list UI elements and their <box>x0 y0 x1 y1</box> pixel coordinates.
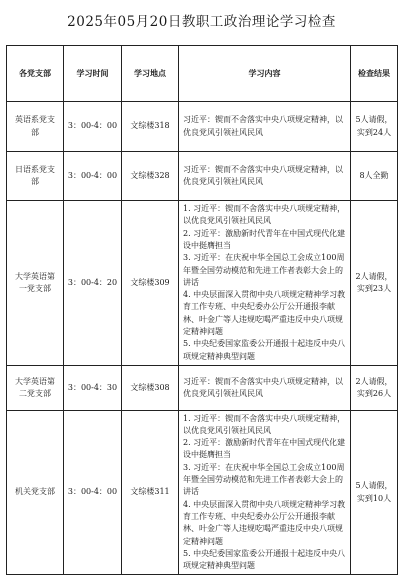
branch-cell: 机关党支部 <box>7 411 64 575</box>
header-place: 学习地点 <box>122 46 179 102</box>
table-row <box>7 411 398 575</box>
content-item: 2. 习近平：激励新时代青年在中国式现代化建设中挺膺担当 <box>183 438 346 460</box>
content-item: 5. 中央纪委国家监委公开通报十起违反中央八项规定精神典型问题 <box>183 339 346 361</box>
time-cell: 3：00-4：00 <box>64 411 122 575</box>
time-cell: 3：00-4：00 <box>64 102 122 152</box>
result-cell: 2人请假，实到23人 <box>351 201 398 366</box>
table-header-row <box>7 46 398 102</box>
header-content: 学习内容 <box>179 46 351 102</box>
content-cell <box>179 366 351 411</box>
table-row <box>7 102 398 152</box>
content-cell <box>179 201 351 366</box>
header-branch: 各党支部 <box>7 46 64 102</box>
content-cell <box>179 411 351 575</box>
branch-cell: 大学英语第一党支部 <box>7 201 64 366</box>
table-row <box>7 152 398 201</box>
content-item: 4. 中央层面深入贯彻中央八项规定精神学习教育工作专班、中央纪委办公厅公开通报李献林、叶金广等人违规吃喝严重违反中央八项规定精神问题 <box>183 499 346 546</box>
header-result: 检查结果 <box>351 46 398 102</box>
branch-cell: 日语系党支部 <box>7 152 64 201</box>
time-cell: 3：00-4：30 <box>64 366 122 411</box>
content-item: 3. 习近平：在庆祝中华全国总工会成立100周年暨全国劳动模范和先进工作者表彰大会上的讲话 <box>183 462 345 497</box>
content-item: 4. 中央层面深入贯彻中央八项规定精神学习教育工作专班、中央纪委办公厅公开通报李献林、叶金广等人违规吃喝严重违反中央八项规定精神问题 <box>183 290 346 337</box>
result-cell: 5人请假，实到24人 <box>351 102 398 152</box>
page-title: 2025年05月20日教职工政治理论学习检查 <box>67 14 336 30</box>
table-row <box>7 201 398 366</box>
time-cell: 3：00-4：20 <box>64 201 122 366</box>
content-item: 1. 习近平：锲而不舍落实中央八项规定精神，以优良党风引领社风民风 <box>183 413 346 435</box>
place-cell: 文综楼309 <box>122 201 179 366</box>
time-cell: 3：00-4：00 <box>64 152 122 201</box>
place-cell: 文综楼318 <box>122 102 179 152</box>
content-item: 2. 习近平：激励新时代青年在中国式现代化建设中挺膺担当 <box>183 228 346 250</box>
branch-cell: 大学英语第二党支部 <box>7 366 64 411</box>
content-item: 5. 中央纪委国家监委公开通报十起违反中央八项规定精神典型问题 <box>183 548 346 571</box>
content-item: 习近平：锲而不舍落实中央八项规定精神，以优良党风引领社风民风 <box>183 115 343 137</box>
content-item: 3. 习近平：在庆祝中华全国总工会成立100周年暨全国劳动模范和先进工作者表彰大会上的讲话 <box>183 253 345 287</box>
content-item: 1. 习近平：锲而不舍落实中央八项规定精神，以优良党风引领社风民风 <box>183 204 346 226</box>
place-cell: 文综楼328 <box>122 152 179 201</box>
content-item: 习近平：锲而不舍落实中央八项规定精神，以优良党风引领社风民风 <box>183 164 343 186</box>
result-cell: 2人请假，实到26人 <box>351 366 398 411</box>
result-cell: 8人全勤 <box>351 152 398 201</box>
table-row <box>7 366 398 411</box>
content-item: 习近平：锲而不舍落实中央八项规定精神，以优良党风引领社风民风 <box>183 376 343 398</box>
place-cell: 文综楼311 <box>122 411 179 575</box>
place-cell: 文综楼308 <box>122 366 179 411</box>
inspection-table <box>6 45 398 575</box>
branch-cell: 英语系党支部 <box>7 102 64 152</box>
content-cell <box>179 152 351 201</box>
content-cell <box>179 102 351 152</box>
header-time: 学习时间 <box>64 46 122 102</box>
result-cell: 5人请假，实到10人 <box>351 411 398 575</box>
